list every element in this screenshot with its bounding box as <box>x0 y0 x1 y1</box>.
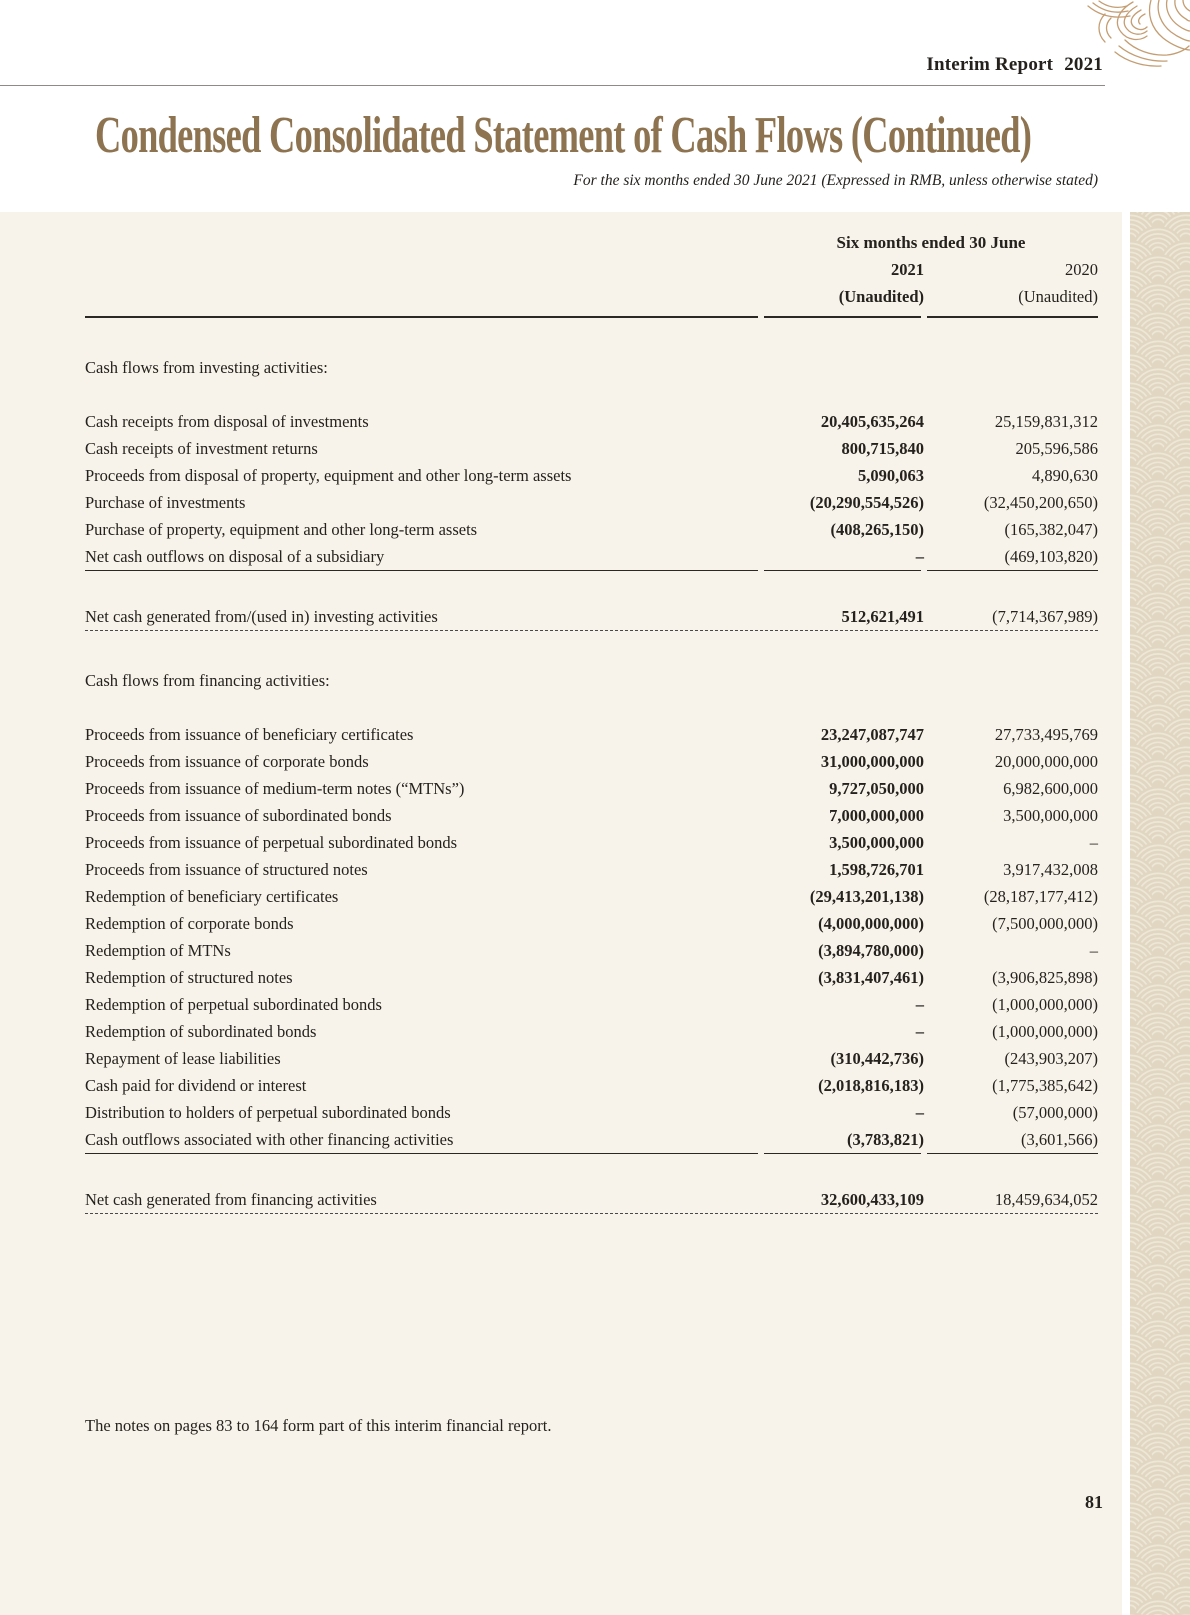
row-label: Net cash outflows on disposal of a subsidiary <box>85 547 385 566</box>
table-row <box>85 964 1098 991</box>
row-value-2021: (3,783,821) <box>847 1130 924 1149</box>
row-value-2020: (165,382,047) <box>1004 520 1098 539</box>
total-value-2021: 32,600,433,109 <box>820 1190 924 1209</box>
total-dashed-rule <box>85 1213 1098 1214</box>
section-heading-financing: Cash flows from financing activities: <box>85 671 330 690</box>
row-value-2020: (3,906,825,898) <box>992 968 1098 987</box>
row-value-2021: 7,000,000,000 <box>829 806 924 825</box>
table-row <box>85 1018 1098 1045</box>
column-note-2020: (Unaudited) <box>1018 287 1098 306</box>
row-value-2020: 3,500,000,000 <box>1003 806 1098 825</box>
period-header: Six months ended 30 June <box>836 233 1026 252</box>
row-value-2021: 3,500,000,000 <box>829 833 924 852</box>
row-label: Purchase of property, equipment and other long-term assets <box>85 520 478 539</box>
investing-rows <box>85 408 1098 570</box>
column-year-2021: 2021 <box>891 260 924 279</box>
row-label: Redemption of structured notes <box>85 968 293 987</box>
row-value-2021: (29,413,201,138) <box>809 887 924 906</box>
row-value-2020: (1,000,000,000) <box>992 1022 1098 1041</box>
row-value-2020: (469,103,820) <box>1004 547 1098 566</box>
row-label: Cash receipts of investment returns <box>85 439 318 458</box>
table-row <box>85 856 1098 883</box>
row-value-2020: – <box>1089 833 1098 852</box>
row-value-2020: (1,775,385,642) <box>992 1076 1098 1095</box>
row-label: Proceeds from issuance of medium-term notes (“MTNs”) <box>85 779 465 798</box>
row-label: Proceeds from issuance of perpetual subordinated bonds <box>85 833 458 852</box>
subtotal-rule <box>85 1153 1098 1154</box>
row-value-2020: 27,733,495,769 <box>994 725 1098 744</box>
row-label: Cash receipts from disposal of investments <box>85 412 369 431</box>
page-number: 81 <box>1085 1492 1103 1512</box>
row-value-2020: 3,917,432,008 <box>1003 860 1098 879</box>
page-subtitle: For the six months ended 30 June 2021 (Expressed in RMB, unless otherwise stated) <box>573 172 1098 189</box>
row-value-2021: (408,265,150) <box>830 520 924 539</box>
row-value-2021: 31,000,000,000 <box>820 752 924 771</box>
total-value-2021: 512,621,491 <box>841 607 924 626</box>
table-row <box>85 802 1098 829</box>
table-row <box>85 1099 1098 1126</box>
page-title: Condensed Consolidated Statement of Cash Flows (Continued) <box>95 107 1032 164</box>
investing-total-row <box>85 603 1098 630</box>
row-value-2021: – <box>915 1103 924 1122</box>
row-value-2020: 20,000,000,000 <box>994 752 1098 771</box>
row-value-2020: 205,596,586 <box>1015 439 1098 458</box>
table-row <box>85 775 1098 802</box>
row-label: Redemption of beneficiary certificates <box>85 887 339 906</box>
table-row <box>85 937 1098 964</box>
row-label: Redemption of perpetual subordinated bonds <box>85 995 382 1014</box>
table-row <box>85 1045 1098 1072</box>
row-value-2021: 5,090,063 <box>858 466 924 485</box>
row-value-2021: 1,598,726,701 <box>829 860 924 879</box>
row-value-2020: (243,903,207) <box>1004 1049 1098 1068</box>
row-value-2020: 25,159,831,312 <box>994 412 1098 431</box>
column-note-2021: (Unaudited) <box>838 287 924 306</box>
financing-total-row <box>85 1186 1098 1213</box>
cash-flow-table <box>85 230 1098 1214</box>
row-value-2020: (57,000,000) <box>1012 1103 1098 1122</box>
table-row <box>85 883 1098 910</box>
table-row <box>85 1126 1098 1153</box>
table-row <box>85 721 1098 748</box>
row-label: Repayment of lease liabilities <box>85 1049 281 1068</box>
seigaiha-pattern-strip <box>1130 212 1190 1615</box>
header-divider <box>0 85 1105 86</box>
table-row <box>85 489 1098 516</box>
table-row <box>85 516 1098 543</box>
table-row <box>85 1072 1098 1099</box>
report-header <box>926 54 1103 76</box>
row-value-2020: (1,000,000,000) <box>992 995 1098 1014</box>
total-value-2020: (7,714,367,989) <box>992 607 1098 626</box>
section-heading-investing: Cash flows from investing activities: <box>85 358 328 377</box>
row-value-2021: 20,405,635,264 <box>820 412 924 431</box>
row-value-2020: (32,450,200,650) <box>983 493 1098 512</box>
table-row <box>85 462 1098 489</box>
financing-rows <box>85 721 1098 1153</box>
row-value-2020: (3,601,566) <box>1021 1130 1098 1149</box>
row-value-2021: (310,442,736) <box>830 1049 924 1068</box>
total-dashed-rule <box>85 630 1098 631</box>
row-value-2021: (3,831,407,461) <box>818 968 924 987</box>
row-value-2021: 9,727,050,000 <box>829 779 924 798</box>
row-value-2021: (20,290,554,526) <box>809 493 924 512</box>
row-value-2020: (7,500,000,000) <box>992 914 1098 933</box>
table-row <box>85 408 1098 435</box>
report-name: Interim Report <box>926 54 1054 75</box>
row-label: Proceeds from issuance of structured notes <box>85 860 368 879</box>
row-value-2021: – <box>915 995 924 1014</box>
row-value-2021: 800,715,840 <box>841 439 924 458</box>
total-value-2020: 18,459,634,052 <box>994 1190 1098 1209</box>
row-value-2021: (3,894,780,000) <box>818 941 924 960</box>
table-row <box>85 543 1098 570</box>
total-label: Net cash generated from financing activities <box>85 1190 377 1209</box>
table-header-rule <box>85 316 1098 318</box>
row-value-2020: (28,187,177,412) <box>983 887 1098 906</box>
row-label: Proceeds from issuance of beneficiary certificates <box>85 725 414 744</box>
report-year: 2021 <box>1064 54 1103 75</box>
row-value-2021: – <box>915 1022 924 1041</box>
column-year-2020: 2020 <box>1065 260 1098 279</box>
row-label: Cash outflows associated with other financing activities <box>85 1130 454 1149</box>
row-label: Proceeds from disposal of property, equipment and other long-term assets <box>85 466 572 485</box>
row-label: Redemption of subordinated bonds <box>85 1022 317 1041</box>
table-row <box>85 991 1098 1018</box>
row-value-2020: 4,890,630 <box>1032 466 1098 485</box>
row-label: Redemption of MTNs <box>85 941 231 960</box>
row-label: Proceeds from issuance of subordinated bonds <box>85 806 392 825</box>
row-value-2020: 6,982,600,000 <box>1003 779 1098 798</box>
row-value-2021: – <box>915 547 924 566</box>
row-label: Distribution to holders of perpetual subordinated bonds <box>85 1103 451 1122</box>
row-value-2021: (4,000,000,000) <box>818 914 924 933</box>
row-label: Redemption of corporate bonds <box>85 914 294 933</box>
total-label: Net cash generated from/(used in) investing activities <box>85 607 438 626</box>
row-value-2021: (2,018,816,183) <box>818 1076 924 1095</box>
row-value-2021: 23,247,087,747 <box>820 725 924 744</box>
row-label: Cash paid for dividend or interest <box>85 1076 307 1095</box>
table-row <box>85 829 1098 856</box>
table-row <box>85 435 1098 462</box>
row-label: Purchase of investments <box>85 493 246 512</box>
table-row <box>85 748 1098 775</box>
subtotal-rule <box>85 570 1098 571</box>
footer-note: The notes on pages 83 to 164 form part of this interim financial report. <box>85 1416 552 1435</box>
table-row <box>85 910 1098 937</box>
row-label: Proceeds from issuance of corporate bonds <box>85 752 369 771</box>
row-value-2020: – <box>1089 941 1098 960</box>
